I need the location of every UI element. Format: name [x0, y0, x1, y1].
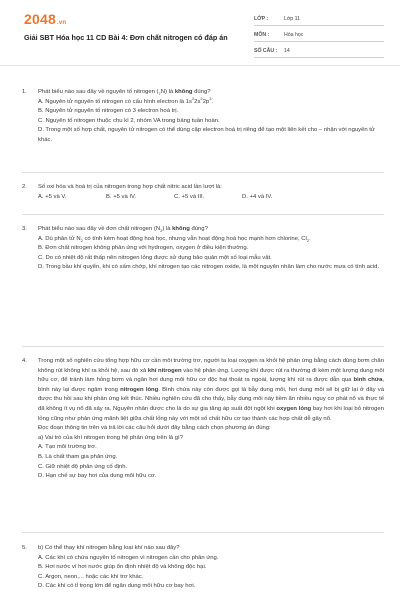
meta-class-value: Lớp 11	[284, 16, 300, 22]
question-number: 1.	[22, 89, 27, 95]
site-logo[interactable]: 2048.vn	[24, 11, 67, 27]
option-a[interactable]: A. Dù phân tử $N_2$ có tính kém hoạt động hoá học, nhưng vẫn hoạt động hoá học mạnh hơn chlorine, $Cl_2$.	[38, 235, 311, 243]
option-d[interactable]: D. +4 và IV.	[242, 193, 273, 200]
page-title: Giải SBT Hóa học 11 CD Bài 4: Đơn chất nitrogen có đáp án	[24, 33, 228, 42]
meta-subject-label: MÔN :	[254, 32, 270, 38]
question-divider	[22, 214, 384, 215]
option-d[interactable]: D. Các khí có tỉ trọng lớn để ngăn dung môi hữu cơ bay hơi.	[38, 583, 196, 590]
option-a[interactable]: A. Các khí có chứa nguyên tố nitrogen vì nitrogen cần cho phản ứng.	[38, 554, 219, 561]
question-stem: Phát biểu nào sau đây về đơn chất nitrogen $(N_2)$ là không đúng?	[38, 226, 208, 234]
option-d[interactable]: D. Trong bầu khí quyển, khi có sấm chớp, khí nitrogen tạo các nitrogen oxide, là một nguyên nhân làm cho nước mưa có tính acid.	[38, 264, 380, 271]
instruction: Đọc đoạn thông tin trên và trả lời các câu hỏi dưới đây bằng cách chọn phương án đúng:	[38, 425, 271, 432]
meta-subject-value: Hóa học	[284, 32, 304, 38]
option-a[interactable]: A. +5 và V.	[38, 193, 67, 200]
option-a[interactable]: A. Nguyên tử nguyên tố nitrogen có cấu hình electron là $1s^22s^22p^3$.	[38, 95, 214, 105]
question-divider	[22, 172, 384, 173]
question-number: 3.	[22, 226, 27, 232]
option-c[interactable]: C. Argon, neon,... hoặc các khí trơ khác.	[38, 573, 144, 580]
meta-count-value: 14	[284, 48, 290, 54]
question-number: 4.	[22, 358, 27, 364]
sub-question: b) Có thể thay khí nitrogen bằng loại khí nào sau đây?	[38, 545, 180, 551]
meta-class	[254, 13, 384, 26]
option-d[interactable]: D. Hạn chế sự bay hơi của dung môi hữu cơ.	[38, 473, 157, 480]
option-b[interactable]: B. +5 và IV.	[106, 193, 137, 200]
question-stem: Số oxi hóa và hoá trị của nitrogen trong hợp chất nitric acid lần lượt là:	[38, 184, 222, 190]
option-b[interactable]: B. Nguyên tử nguyên tố nitrogen có 3 electron hoá trị.	[38, 108, 179, 115]
meta-class-label: LỚP :	[254, 16, 269, 22]
question-stem: Phát biểu nào sau đây về nguyên tố nitrogen $(_7N)$ là không đúng?	[38, 89, 211, 97]
meta-count-label: SỐ CÂU :	[254, 48, 278, 54]
option-c[interactable]: C. Giữ nhiệt độ phản ứng cố định.	[38, 463, 128, 470]
meta-count	[254, 45, 384, 58]
sub-question: a) Vai trò của khí nitrogen trong hệ phản ứng trên là gì?	[38, 434, 183, 441]
option-c[interactable]: C. Do có nhiệt độ rất thấp nên nitrogen lỏng được sử dụng bảo quản một số loại mẫu vật.	[38, 254, 272, 261]
option-b[interactable]: B. Là chất tham gia phản ứng.	[38, 453, 118, 460]
option-c[interactable]: C. +5 và III.	[174, 193, 205, 200]
option-c[interactable]: C. Nguyên tố nitrogen thuộc chu kì 2, nhóm VA trong bảng tuần hoàn.	[38, 117, 220, 124]
question-number: 2.	[22, 184, 27, 190]
option-b[interactable]: B. Đơn chất nitrogen không phản ứng với hydrogen, oxygen ở điều kiện thường.	[38, 245, 249, 252]
passage: Trong một số nghiên cứu tổng hợp hữu cơ cần môi trường trơ, người ta loại oxygen ra khỏi hệ phản ứng bằng cách dùng bơm chân không rút không khí ra khỏi hệ, sau đó xả khí nitrogen vào hệ phản ứng. Lượng khí được rút ra thường đi kèm một lượng dung môi hữu cơ, để tránh làm hỏng bơm và ngăn hơi dung môi hữu cơ độc hại thoát ra ngoài, lượng khí rút ra được dẫn qua bình chứa, bình này lại được ngâm trong nitrogen lỏng. Bình chứa này còn được gọi là bẫy dung môi, hơi dung môi sẽ bị giữ lại ở đây và được thu hồi sau khi phản ứng kết thúc. Nhiều nghiên cứu đã cho thấy, bẫy dung môi này tiềm ẩn nhiều nguy cơ phát nổ và thực tế đã không ít vụ nổ đã xảy ra. Nguyên nhân được cho là do sự gia tăng áp suất đột ngột khi oxygen lỏng bay hơi khi loại bỏ nitrogen lỏng cũng như phản ứng mãnh liệt giữa chất lỏng này với một số chất hữu cơ tạo thành các hợp chất dễ gây nổ.	[38, 358, 385, 422]
question-number: 5.	[22, 545, 27, 551]
question-divider	[22, 346, 384, 347]
option-a[interactable]: A. Tạo môi trường trơ.	[38, 444, 97, 451]
document-header	[0, 0, 400, 66]
question-divider	[22, 532, 384, 533]
meta-subject	[254, 29, 384, 42]
option-d[interactable]: D. Trong một số hợp chất, nguyên tử nitrogen có thể dùng cặp electron hoá trị riêng để tạo một liên kết cho – nhận với nguyên tử khác.	[38, 127, 375, 143]
options-row	[38, 193, 384, 203]
option-b[interactable]: B. Hơi nước vì hơi nước giúp ổn định nhiệt độ và không độc hại.	[38, 564, 207, 571]
